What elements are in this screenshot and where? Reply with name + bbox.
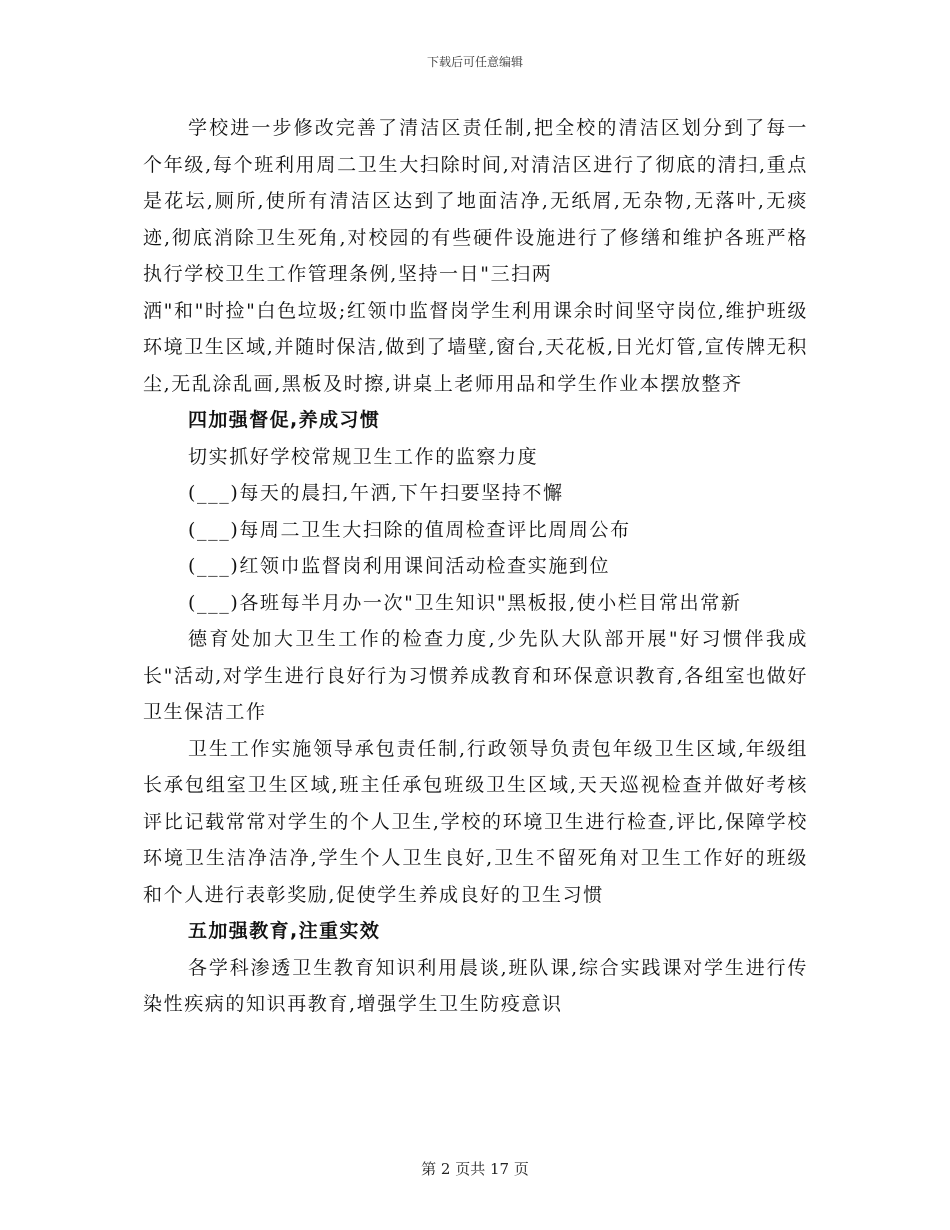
- list-item: (___)各班每半月办一次"卫生知识"黑板报,使小栏目常出常新: [188, 591, 742, 614]
- paragraph-supervision: 切实抓好学校常规卫生工作的监察力度: [188, 445, 539, 468]
- paragraph-moral-education: 德育处加大卫生工作的检查力度,少先队大队部开展"好习惯伴我成长"活动,对学生进行良好行为习惯养成教育和环保意识教育,各组室也做好卫生保洁工作: [143, 628, 808, 723]
- page-number-footer: 第 2 页共 17 页: [421, 1160, 529, 1178]
- list-item: (___)每天的晨扫,午洒,下午扫要坚持不懈: [188, 482, 564, 504]
- list-item: (___)红领巾监督岗利用课间活动检查实施到位: [188, 555, 611, 577]
- paragraph-red-scarf-patrol: 洒"和"时捡"白色垃圾;红领巾监督岗学生利用课余时间坚守岗位,维护班级环境卫生区域,并随时保洁,做到了墙壁,窗台,天花板,日光灯管,宣传牌无积尘,无乱涂乱画,黑板及时擦,讲桌上老师用品和学生作业本摆放整齐: [143, 299, 808, 395]
- paragraph-health-education: 各学科渗透卫生教育知识利用晨谈,班队课,综合实践课对学生进行传染性疾病的知识再教育,增强学生卫生防疫意识: [143, 956, 808, 1015]
- section-heading-four: 四加强督促,养成习惯: [188, 409, 381, 431]
- page-header-note: 下载后可任意编辑: [426, 55, 523, 69]
- list-item: (___)每周二卫生大扫除的值周检查评比周周公布: [188, 518, 631, 541]
- paragraph-cleaning-responsibility: 学校进一步修改完善了清洁区责任制,把全校的清洁区划分到了每一个年级,每个班利用周二卫生大扫除时间,对清洁区进行了彻底的清扫,重点是花坛,厕所,使所有清洁区达到了地面洁净,无纸屑,无杂物,无落叶,无痰迹,彻底消除卫生死角,对校园的有些硬件设施进行了修缮和维护各班严格执行学校卫生工作管理条例,坚持一日"三扫两: [143, 117, 808, 285]
- paragraph-leadership-contract: 卫生工作实施领导承包责任制,行政领导负责包年级卫生区域,年级组长承包组室卫生区域,班主任承包班级卫生区域,天天巡视检查并做好考核评比记载常常对学生的个人卫生,学校的环境卫生进行检查,评比,保障学校环境卫生洁净洁净,学生个人卫生良好,卫生不留死角对卫生工作好的班级和个人进行表彰奖励,促使学生养成良好的卫生习惯: [143, 737, 808, 906]
- document-body: [143, 110, 808, 1023]
- section-heading-five: 五加强教育,注重实效: [188, 920, 381, 942]
